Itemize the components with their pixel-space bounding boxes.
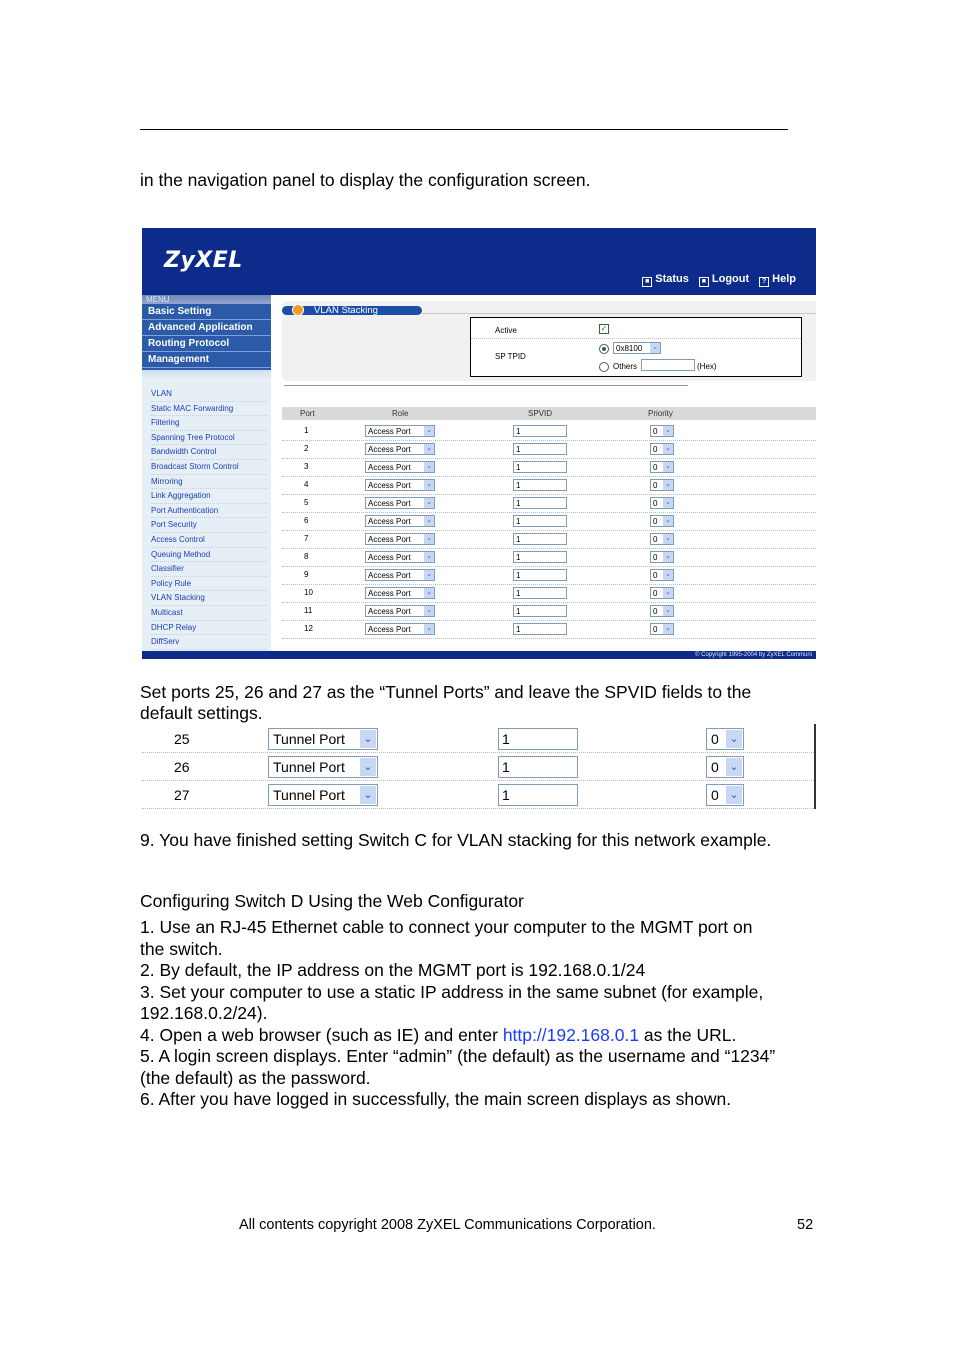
tpid-others-radio[interactable] (599, 362, 609, 372)
priority-select[interactable]: 0 ⌄ (650, 587, 674, 599)
chevron-down-icon: ⌄ (726, 730, 742, 748)
table-row (142, 752, 814, 781)
chevron-down-icon: ⌄ (424, 516, 434, 526)
page-footer: All contents copyright 2008 ZyXEL Communications Corporation. (239, 1217, 656, 1233)
menu-header: MENU (142, 295, 271, 304)
chevron-down-icon: ⌄ (424, 444, 434, 454)
port-number: 12 (304, 624, 313, 633)
chevron-down-icon: ⌄ (360, 786, 376, 804)
spvid-input[interactable]: 1 (513, 515, 567, 527)
menu-item-routing-protocol[interactable]: Routing Protocol (142, 336, 271, 352)
spvid-input[interactable]: 1 (513, 425, 567, 437)
chevron-down-icon: ⌄ (424, 426, 434, 436)
role-select[interactable]: Access Port ⌄ (365, 497, 435, 509)
role-select[interactable]: Access Port ⌄ (365, 443, 435, 455)
spvid-input[interactable]: 1 (513, 605, 567, 617)
table-row (282, 440, 816, 459)
role-select[interactable]: Access Port ⌄ (365, 605, 435, 617)
role-select[interactable]: Access Port ⌄ (365, 533, 435, 545)
chevron-down-icon: ⌄ (663, 534, 673, 544)
chevron-down-icon: ⌄ (726, 786, 742, 804)
table-row (282, 566, 816, 585)
role-select[interactable]: Tunnel Port ⌄ (268, 756, 378, 778)
chevron-down-icon: ⌄ (424, 552, 434, 562)
spvid-input[interactable]: 1 (498, 784, 578, 806)
port-number: 11 (304, 606, 313, 615)
finished-text: 9. You have finished setting Switch C for VLAN stacking for this network example. (140, 830, 772, 850)
step-6: 6. After you have logged in successfully, the main screen displays as shown. (140, 1089, 732, 1109)
tpid-select[interactable]: 0x8100 ⌄ (613, 342, 661, 354)
spvid-input[interactable]: 1 (513, 623, 567, 635)
table-row (142, 724, 814, 753)
role-select[interactable]: Access Port ⌄ (365, 587, 435, 599)
port-number: 10 (304, 588, 313, 597)
submenu-item[interactable]: Spanning Tree Protocol (151, 431, 267, 446)
menu-item-management[interactable]: Management (142, 352, 271, 368)
submenu-item[interactable]: Static MAC Forwarding (151, 402, 267, 417)
chevron-down-icon: ⌄ (424, 588, 434, 598)
intro-text: in the navigation panel to display the configuration screen. (140, 170, 591, 190)
submenu-item[interactable]: DiffServ (151, 635, 267, 650)
spvid-input[interactable]: 1 (498, 756, 578, 778)
table-row (282, 422, 816, 441)
submenu-item[interactable]: DHCP Relay (151, 621, 267, 636)
col-role: Role (392, 409, 409, 418)
url-link[interactable]: http://192.168.0.1 (502, 1025, 640, 1045)
menu-item-advanced-application[interactable]: Advanced Application (142, 320, 271, 336)
tab-orange-dot-icon (292, 304, 304, 316)
step-1-line-1: 1. Use an RJ-45 Ethernet cable to connect your computer to the MGMT port on (140, 917, 753, 937)
spvid-input[interactable]: 1 (513, 443, 567, 455)
page-number: 52 (797, 1217, 814, 1233)
chevron-down-icon: ⌄ (663, 624, 673, 634)
nav-menu (142, 295, 271, 659)
priority-select[interactable]: 0 ⌄ (650, 623, 674, 635)
submenu-item[interactable]: VLAN (151, 387, 267, 402)
step-3-line-2: 192.168.0.2/24). (140, 1003, 268, 1023)
role-select[interactable]: Tunnel Port ⌄ (268, 728, 378, 750)
priority-select[interactable]: 0 ⌄ (650, 425, 674, 437)
port-table-header (282, 407, 816, 420)
submenu-item[interactable]: Multicast (151, 606, 267, 621)
port-number: 2 (304, 444, 309, 453)
step-5-line-1: 5. A login screen displays. Enter “admin” (the default) as the username and “1234” (140, 1046, 776, 1066)
spvid-input[interactable]: 1 (513, 569, 567, 581)
spvid-input[interactable]: 1 (513, 533, 567, 545)
sp-tpid-row (471, 338, 801, 378)
logout-icon: ■ (699, 277, 709, 287)
chevron-down-icon: ⌄ (360, 758, 376, 776)
tpid-default-radio[interactable] (599, 344, 609, 354)
chevron-down-icon: ⌄ (663, 426, 673, 436)
priority-select[interactable]: 0 ⌄ (650, 569, 674, 581)
chevron-down-icon: ⌄ (424, 624, 434, 634)
col-priority: Priority (648, 409, 673, 418)
chevron-down-icon: ⌄ (424, 534, 434, 544)
priority-select[interactable]: 0 ⌄ (650, 461, 674, 473)
tab-vlan-stacking[interactable]: VLAN Stacking (282, 306, 422, 315)
priority-select[interactable]: 0 ⌄ (650, 533, 674, 545)
section-divider (284, 385, 688, 386)
role-select[interactable]: Access Port ⌄ (365, 623, 435, 635)
priority-select[interactable]: 0 ⌄ (650, 515, 674, 527)
chevron-down-icon: ⌄ (424, 480, 434, 490)
port-number: 7 (304, 534, 309, 543)
hex-label: (Hex) (697, 362, 717, 371)
priority-select[interactable]: 0 ⌄ (650, 497, 674, 509)
spvid-input[interactable]: 1 (513, 497, 567, 509)
submenu-item[interactable]: Broadcast Storm Control (151, 460, 267, 475)
chevron-down-icon: ⌄ (663, 606, 673, 616)
spvid-input[interactable]: 1 (513, 551, 567, 563)
step-4: 4. Open a web browser (such as IE) and enter http://192.168.0.1 as the URL. (140, 1025, 737, 1045)
priority-select[interactable]: 0 ⌄ (706, 728, 744, 750)
port-number: 3 (304, 462, 309, 471)
table-row (282, 548, 816, 567)
chevron-down-icon: ⌄ (663, 444, 673, 454)
role-select[interactable]: Access Port ⌄ (365, 479, 435, 491)
main-menu (142, 304, 271, 370)
active-row (471, 318, 801, 339)
chevron-down-icon: ⌄ (726, 758, 742, 776)
submenu-item[interactable]: Mirroring (151, 475, 267, 490)
priority-select[interactable]: 0 ⌄ (706, 756, 744, 778)
help-link[interactable]: ? Help (759, 273, 796, 287)
role-select[interactable]: Access Port ⌄ (365, 425, 435, 437)
table-row (142, 780, 814, 809)
chevron-down-icon: ⌄ (663, 480, 673, 490)
step-5-line-2: (the default) as the password. (140, 1068, 371, 1088)
chevron-down-icon: ⌄ (663, 552, 673, 562)
priority-select[interactable]: 0 ⌄ (650, 551, 674, 563)
submenu-item[interactable]: Port Security (151, 518, 267, 533)
table-row (282, 602, 816, 621)
port-number: 1 (304, 426, 309, 435)
others-label: Others (613, 362, 638, 371)
spvid-input[interactable]: 1 (513, 461, 567, 473)
active-checkbox[interactable]: ✓ (600, 324, 608, 333)
instruction-line-2: default settings. (140, 703, 263, 723)
submenu-item[interactable]: Filtering (151, 416, 267, 431)
step-1-line-2: the switch. (140, 939, 223, 959)
port-number: 4 (304, 480, 309, 489)
status-link[interactable]: ■ Status (642, 273, 689, 287)
table-row (282, 530, 816, 549)
app-copyright: © Copyright 1995-2004 by ZyXEL Communi (142, 651, 816, 659)
role-select[interactable]: Access Port ⌄ (365, 569, 435, 581)
step-3-line-1: 3. Set your computer to use a static IP address in the same subnet (for example, (140, 982, 764, 1002)
step-2: 2. By default, the IP address on the MGMT port is 192.168.0.1/24 (140, 960, 646, 980)
port-number: 27 (174, 787, 190, 803)
chevron-down-icon: ⌄ (360, 730, 376, 748)
spvid-input[interactable]: 1 (513, 479, 567, 491)
submenu-item[interactable]: Queuing Method (151, 548, 267, 563)
tunnel-port-screenshot (142, 724, 816, 809)
tpid-others-input[interactable] (641, 359, 695, 371)
help-icon: ? (759, 277, 769, 287)
table-row (282, 458, 816, 477)
instruction-line-1: Set ports 25, 26 and 27 as the “Tunnel Ports” and leave the SPVID fields to the (140, 682, 752, 702)
priority-select[interactable]: 0 ⌄ (650, 605, 674, 617)
col-port: Port (300, 409, 315, 418)
table-row (282, 584, 816, 603)
chevron-down-icon: ⌄ (663, 462, 673, 472)
spvid-input[interactable]: 1 (513, 587, 567, 599)
chevron-down-icon: ⌄ (424, 606, 434, 616)
role-select[interactable]: Access Port ⌄ (365, 515, 435, 527)
app-header (142, 228, 816, 295)
table-row (282, 620, 816, 639)
chevron-down-icon: ⌄ (663, 516, 673, 526)
sub-menu (151, 387, 267, 650)
submenu-item[interactable]: Port Authentication (151, 504, 267, 519)
submenu-item[interactable]: Policy Rule (151, 577, 267, 592)
header-rule (140, 129, 788, 130)
chevron-down-icon: ⌄ (424, 462, 434, 472)
role-select[interactable]: Access Port ⌄ (365, 551, 435, 563)
content-area (282, 301, 816, 651)
tpid-config-box (470, 317, 802, 377)
section-title: Configuring Switch D Using the Web Configurator (140, 891, 524, 911)
chevron-down-icon: ⌄ (663, 588, 673, 598)
chevron-down-icon: ⌄ (424, 570, 434, 580)
role-select[interactable]: Tunnel Port ⌄ (268, 784, 378, 806)
chevron-down-icon: ⌄ (663, 570, 673, 580)
menu-separator (142, 370, 271, 382)
tab-underline (422, 313, 816, 314)
vlan-stacking-screenshot (142, 228, 816, 659)
submenu-item[interactable]: Bandwidth Control (151, 445, 267, 460)
zyxel-logo: ZyXEL (164, 248, 243, 273)
spvid-input[interactable]: 1 (498, 728, 578, 750)
chevron-down-icon: ⌄ (424, 498, 434, 508)
priority-select[interactable]: 0 ⌄ (650, 479, 674, 491)
port-number: 6 (304, 516, 309, 525)
submenu-item[interactable]: Access Control (151, 533, 267, 548)
chevron-down-icon: ⌄ (663, 498, 673, 508)
table-row (282, 512, 816, 531)
port-number: 8 (304, 552, 309, 561)
table-row (282, 494, 816, 513)
status-icon: ■ (642, 277, 652, 287)
top-links (642, 273, 796, 287)
priority-select[interactable]: 0 ⌄ (706, 784, 744, 806)
logout-link[interactable]: ■ Logout (699, 273, 749, 287)
submenu-item[interactable]: VLAN Stacking (151, 591, 267, 606)
submenu-item[interactable]: Classifier (151, 562, 267, 577)
submenu-item[interactable]: Link Aggregation (151, 489, 267, 504)
menu-item-basic-setting[interactable]: Basic Setting (142, 304, 271, 320)
role-select[interactable]: Access Port ⌄ (365, 461, 435, 473)
port-number: 5 (304, 498, 309, 507)
port-number: 26 (174, 759, 190, 775)
table-row (282, 476, 816, 495)
chevron-down-icon: ⌄ (650, 343, 660, 353)
active-label: Active (495, 326, 517, 335)
priority-select[interactable]: 0 ⌄ (650, 443, 674, 455)
port-number: 25 (174, 731, 190, 747)
port-number: 9 (304, 570, 309, 579)
col-spvid: SPVID (528, 409, 553, 418)
sp-tpid-label: SP TPID (495, 352, 526, 361)
